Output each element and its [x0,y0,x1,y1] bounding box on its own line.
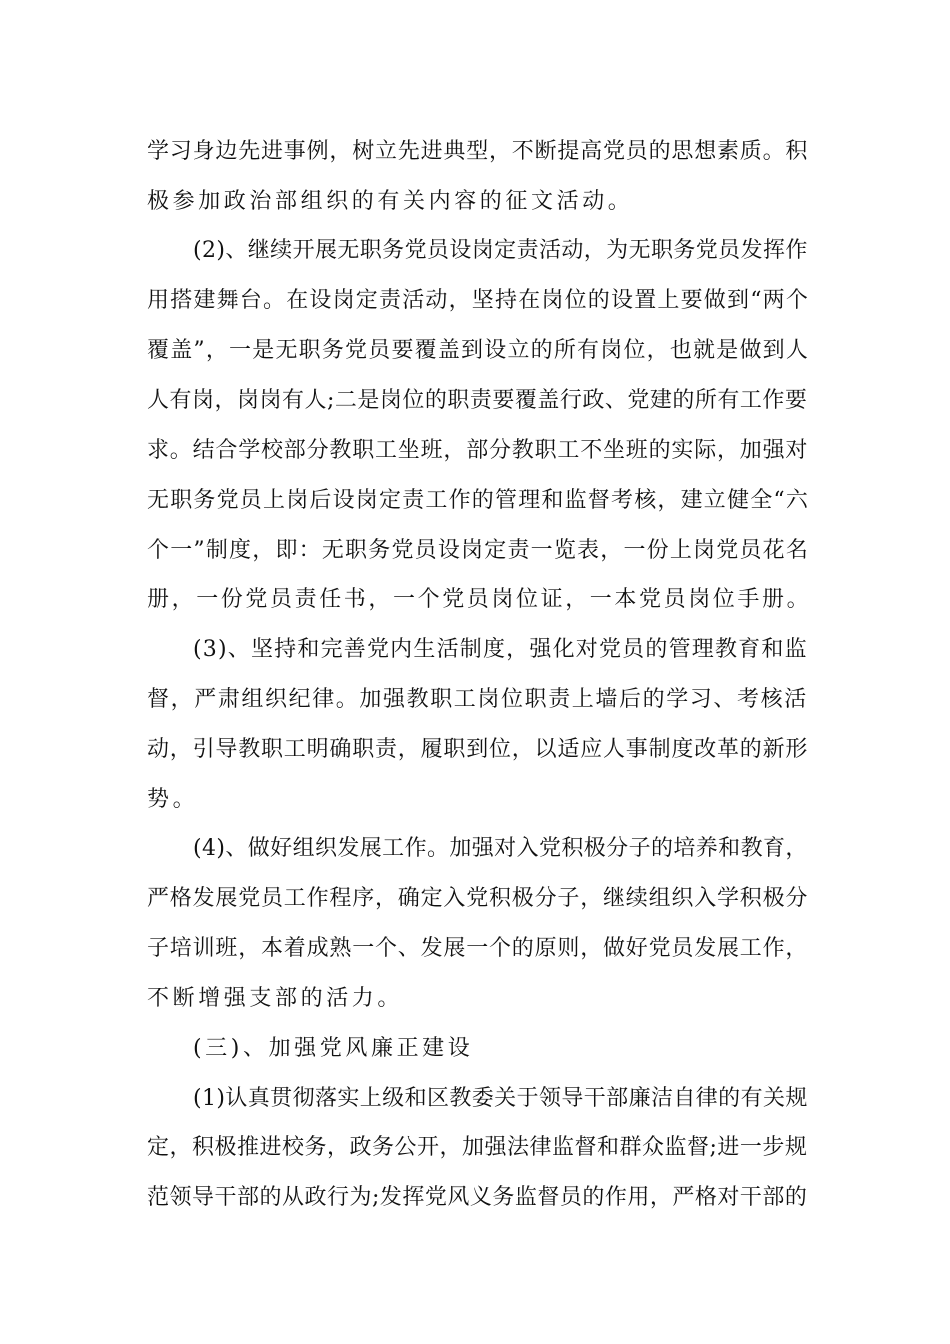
text-line: 子培训班，本着成熟一个、发展一个的原则，做好党员发展工作， [147,936,809,961]
text-line: 定，积极推进校务，政务公开，加强法律监督和群众监督;进一步规 [147,1135,808,1160]
text-line: 人有岗，岗岗有人;二是岗位的职责要覆盖行政、党建的所有工作要 [147,388,808,413]
text-line: 学习身边先进事例，树立先进典型，不断提高党员的思想素质。积 [147,139,809,164]
text-line: 范领导干部的从政行为;发挥党风义务监督员的作用，严格对干部的 [147,1185,808,1210]
text-line: 不断增强支部的活力。 [147,986,404,1011]
text-line: 势。 [147,787,199,812]
text-line: 无职务党员上岗后设岗定责工作的管理和监督考核，建立健全“六 [147,488,810,513]
text-line: 督，严肃组织纪律。加强教职工岗位职责上墙后的学习、考核活 [147,687,808,712]
paragraph-start-line: (2)、继续开展无职务党员设岗定责活动，为无职务党员发挥作 [193,238,808,263]
text-line: 覆盖”，一是无职务党员要覆盖到设立的所有岗位，也就是做到人 [147,338,810,363]
text-line: 严格发展党员工作程序，确定入党积极分子，继续组织入学积极分 [147,886,809,911]
text-line: 求。结合学校部分教职工坐班，部分教职工不坐班的实际，加强对 [147,438,809,463]
text-line: 动，引导教职工明确职责，履职到位，以适应人事制度改革的新形 [147,737,809,762]
text-line: 册，一份党员责任书，一个党员岗位证，一本党员岗位手册。 [147,587,812,612]
text-line: 极参加政治部组织的有关内容的征文活动。 [147,189,634,214]
paragraph-start-line: (1)认真贯彻落实上级和区教委关于领导干部廉洁自律的有关规 [193,1086,808,1111]
text-line: 用搭建舞台。在设岗定责活动，坚持在岗位的设置上要做到“两个 [147,288,810,313]
section-heading: (三)、加强党风廉正建设 [193,1036,474,1061]
paragraph-start-line: (4)、做好组织发展工作。加强对入党积极分子的培养和教育， [193,836,808,861]
text-line: 个一”制度，即：无职务党员设岗定责一览表，一份上岗党员花名 [147,538,810,563]
paragraph-start-line: (3)、坚持和完善党内生活制度，强化对党员的管理教育和监 [193,637,808,662]
